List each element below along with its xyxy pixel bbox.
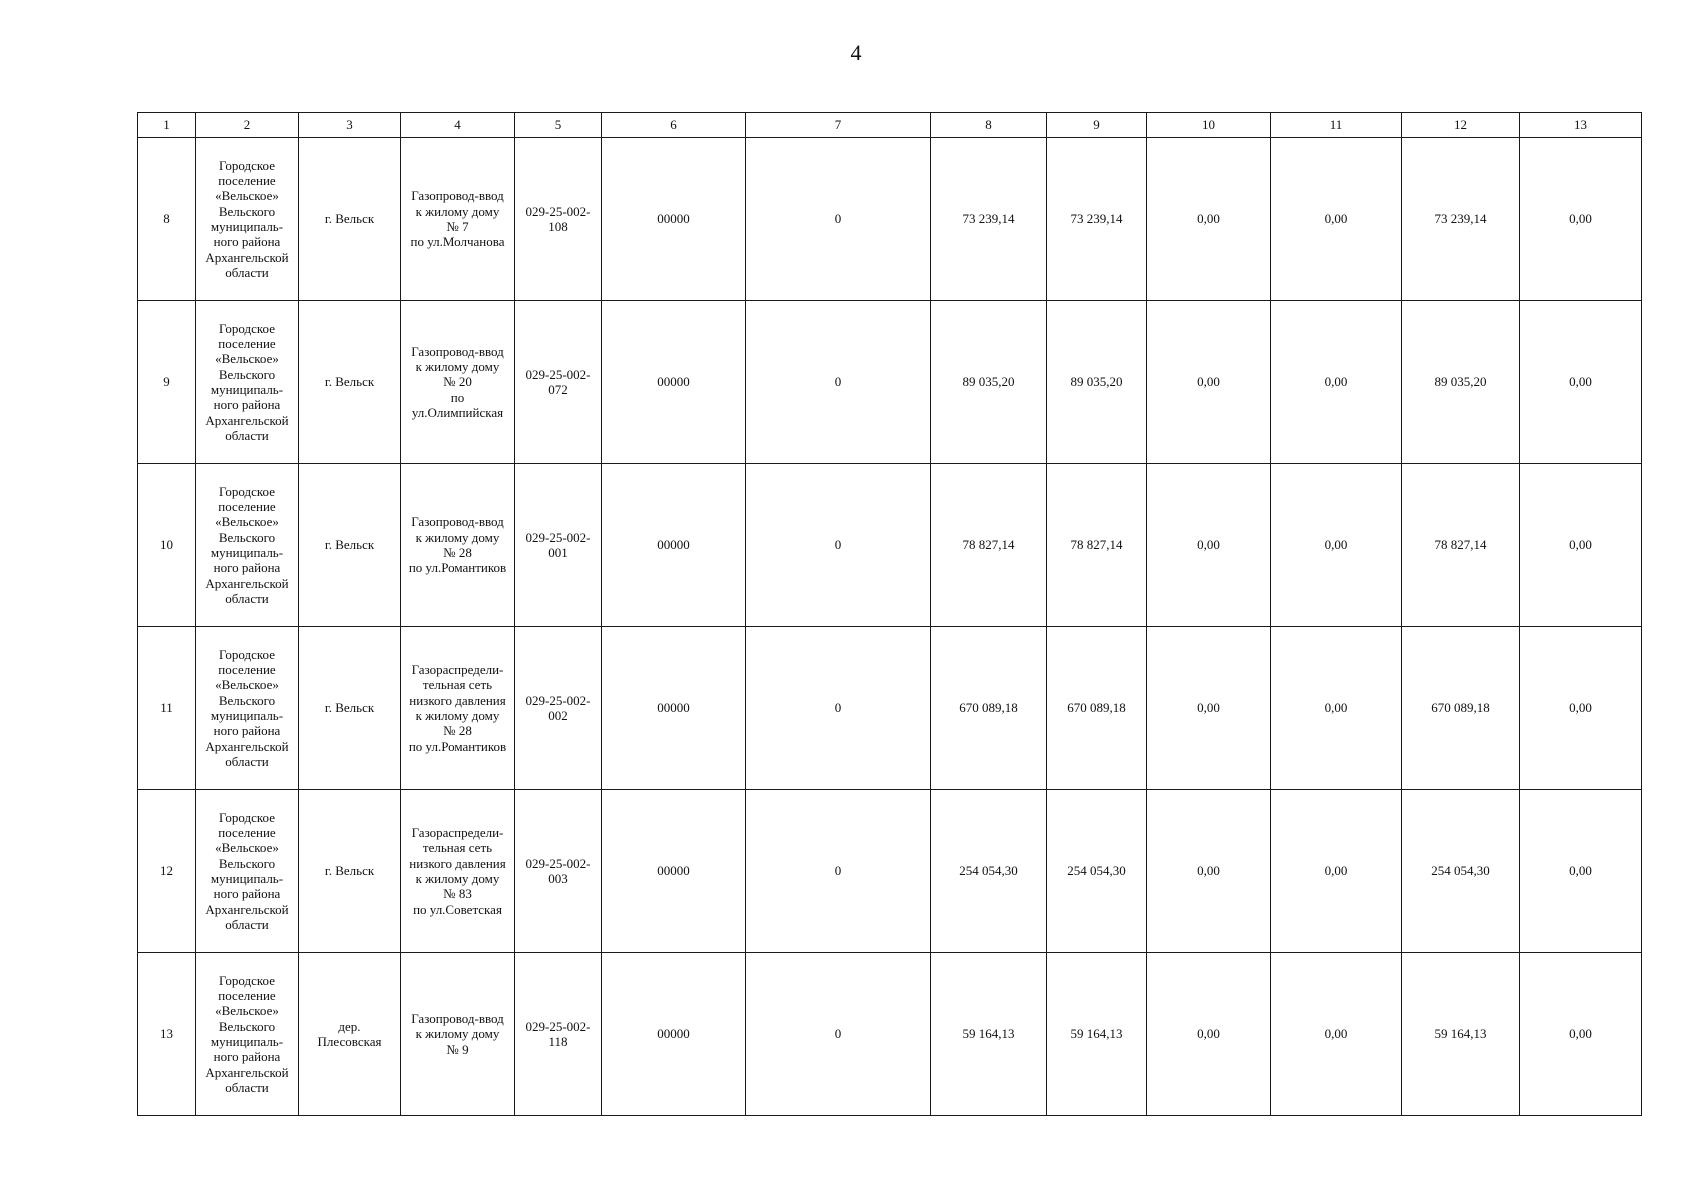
row-number-cell: 8 xyxy=(138,138,196,301)
object-name-cell: Газораспредели- тельная сеть низкого давления к жилому дому № 83 по ул.Советская xyxy=(401,790,515,953)
value-cell-col10: 0,00 xyxy=(1147,790,1271,953)
owner-cell: Городское поселение «Вельское» Вельского муниципаль- ного района Архангельской области xyxy=(196,464,299,627)
cadastral-number-cell: 029-25-002- 072 xyxy=(515,301,602,464)
value-cell-col12: 73 239,14 xyxy=(1402,138,1520,301)
table-row xyxy=(138,627,1642,790)
column-header: 7 xyxy=(746,113,931,138)
column-header: 3 xyxy=(299,113,401,138)
cadastral-number-cell: 029-25-002- 001 xyxy=(515,464,602,627)
value-cell-col8: 78 827,14 xyxy=(931,464,1047,627)
table-body xyxy=(138,138,1642,1116)
object-name-cell: Газопровод-ввод к жилому дому № 28 по ул.Романтиков xyxy=(401,464,515,627)
value-cell-col8: 254 054,30 xyxy=(931,790,1047,953)
value-cell-col9: 254 054,30 xyxy=(1047,790,1147,953)
value-cell-col12: 89 035,20 xyxy=(1402,301,1520,464)
value-cell-col13: 0,00 xyxy=(1520,464,1642,627)
owner-cell: Городское поселение «Вельское» Вельского муниципаль- ного района Архангельской области xyxy=(196,627,299,790)
value-cell-col10: 0,00 xyxy=(1147,627,1271,790)
table-row xyxy=(138,301,1642,464)
object-name-cell: Газопровод-ввод к жилому дому № 20 по ул.Олимпийская xyxy=(401,301,515,464)
code-cell: 00000 xyxy=(602,790,746,953)
table-row xyxy=(138,138,1642,301)
code-cell: 00000 xyxy=(602,953,746,1116)
value-cell-col9: 89 035,20 xyxy=(1047,301,1147,464)
value-cell-col13: 0,00 xyxy=(1520,953,1642,1116)
value-cell-col8: 670 089,18 xyxy=(931,627,1047,790)
row-number-cell: 9 xyxy=(138,301,196,464)
object-name-cell: Газораспредели- тельная сеть низкого давления к жилому дому № 28 по ул.Романтиков xyxy=(401,627,515,790)
object-name-cell: Газопровод-ввод к жилому дому № 7 по ул.Молчанова xyxy=(401,138,515,301)
column-header: 8 xyxy=(931,113,1047,138)
value-cell-col9: 670 089,18 xyxy=(1047,627,1147,790)
owner-cell: Городское поселение «Вельское» Вельского муниципаль- ного района Архангельской области xyxy=(196,301,299,464)
value-cell-col7: 0 xyxy=(746,627,931,790)
page-number: 4 xyxy=(850,40,862,65)
locality-cell: г. Вельск xyxy=(299,627,401,790)
value-cell-col11: 0,00 xyxy=(1271,790,1402,953)
code-cell: 00000 xyxy=(602,301,746,464)
owner-cell: Городское поселение «Вельское» Вельского муниципаль- ного района Архангельской области xyxy=(196,953,299,1116)
column-header: 13 xyxy=(1520,113,1642,138)
value-cell-col11: 0,00 xyxy=(1271,627,1402,790)
code-cell: 00000 xyxy=(602,464,746,627)
value-cell-col7: 0 xyxy=(746,301,931,464)
column-header: 5 xyxy=(515,113,602,138)
value-cell-col7: 0 xyxy=(746,790,931,953)
value-cell-col8: 59 164,13 xyxy=(931,953,1047,1116)
registry-table xyxy=(137,112,1642,1116)
cadastral-number-cell: 029-25-002- 118 xyxy=(515,953,602,1116)
value-cell-col11: 0,00 xyxy=(1271,301,1402,464)
table-row xyxy=(138,953,1642,1116)
cadastral-number-cell: 029-25-002- 003 xyxy=(515,790,602,953)
value-cell-col13: 0,00 xyxy=(1520,301,1642,464)
value-cell-col7: 0 xyxy=(746,464,931,627)
value-cell-col7: 0 xyxy=(746,953,931,1116)
value-cell-col12: 670 089,18 xyxy=(1402,627,1520,790)
column-header: 1 xyxy=(138,113,196,138)
value-cell-col8: 73 239,14 xyxy=(931,138,1047,301)
value-cell-col13: 0,00 xyxy=(1520,627,1642,790)
value-cell-col11: 0,00 xyxy=(1271,953,1402,1116)
column-header: 12 xyxy=(1402,113,1520,138)
column-header: 4 xyxy=(401,113,515,138)
column-header: 6 xyxy=(602,113,746,138)
value-cell-col11: 0,00 xyxy=(1271,464,1402,627)
value-cell-col9: 73 239,14 xyxy=(1047,138,1147,301)
value-cell-col10: 0,00 xyxy=(1147,953,1271,1116)
row-number-cell: 11 xyxy=(138,627,196,790)
column-header: 11 xyxy=(1271,113,1402,138)
value-cell-col13: 0,00 xyxy=(1520,790,1642,953)
owner-cell: Городское поселение «Вельское» Вельского муниципаль- ного района Архангельской области xyxy=(196,138,299,301)
value-cell-col12: 78 827,14 xyxy=(1402,464,1520,627)
object-name-cell: Газопровод-ввод к жилому дому № 9 xyxy=(401,953,515,1116)
value-cell-col10: 0,00 xyxy=(1147,301,1271,464)
row-number-cell: 13 xyxy=(138,953,196,1116)
value-cell-col12: 254 054,30 xyxy=(1402,790,1520,953)
locality-cell: г. Вельск xyxy=(299,790,401,953)
column-header: 2 xyxy=(196,113,299,138)
cadastral-number-cell: 029-25-002- 002 xyxy=(515,627,602,790)
value-cell-col12: 59 164,13 xyxy=(1402,953,1520,1116)
locality-cell: дер. Плесовская xyxy=(299,953,401,1116)
code-cell: 00000 xyxy=(602,138,746,301)
column-header: 10 xyxy=(1147,113,1271,138)
locality-cell: г. Вельск xyxy=(299,301,401,464)
value-cell-col9: 59 164,13 xyxy=(1047,953,1147,1116)
row-number-cell: 12 xyxy=(138,790,196,953)
value-cell-col11: 0,00 xyxy=(1271,138,1402,301)
owner-cell: Городское поселение «Вельское» Вельского муниципаль- ного района Архангельской области xyxy=(196,790,299,953)
table-header xyxy=(138,113,1642,138)
value-cell-col10: 0,00 xyxy=(1147,464,1271,627)
value-cell-col10: 0,00 xyxy=(1147,138,1271,301)
value-cell-col13: 0,00 xyxy=(1520,138,1642,301)
locality-cell: г. Вельск xyxy=(299,464,401,627)
value-cell-col7: 0 xyxy=(746,138,931,301)
row-number-cell: 10 xyxy=(138,464,196,627)
locality-cell: г. Вельск xyxy=(299,138,401,301)
header-row xyxy=(138,113,1642,138)
value-cell-col9: 78 827,14 xyxy=(1047,464,1147,627)
column-header: 9 xyxy=(1047,113,1147,138)
code-cell: 00000 xyxy=(602,627,746,790)
value-cell-col8: 89 035,20 xyxy=(931,301,1047,464)
cadastral-number-cell: 029-25-002- 108 xyxy=(515,138,602,301)
table-row xyxy=(138,790,1642,953)
table-row xyxy=(138,464,1642,627)
